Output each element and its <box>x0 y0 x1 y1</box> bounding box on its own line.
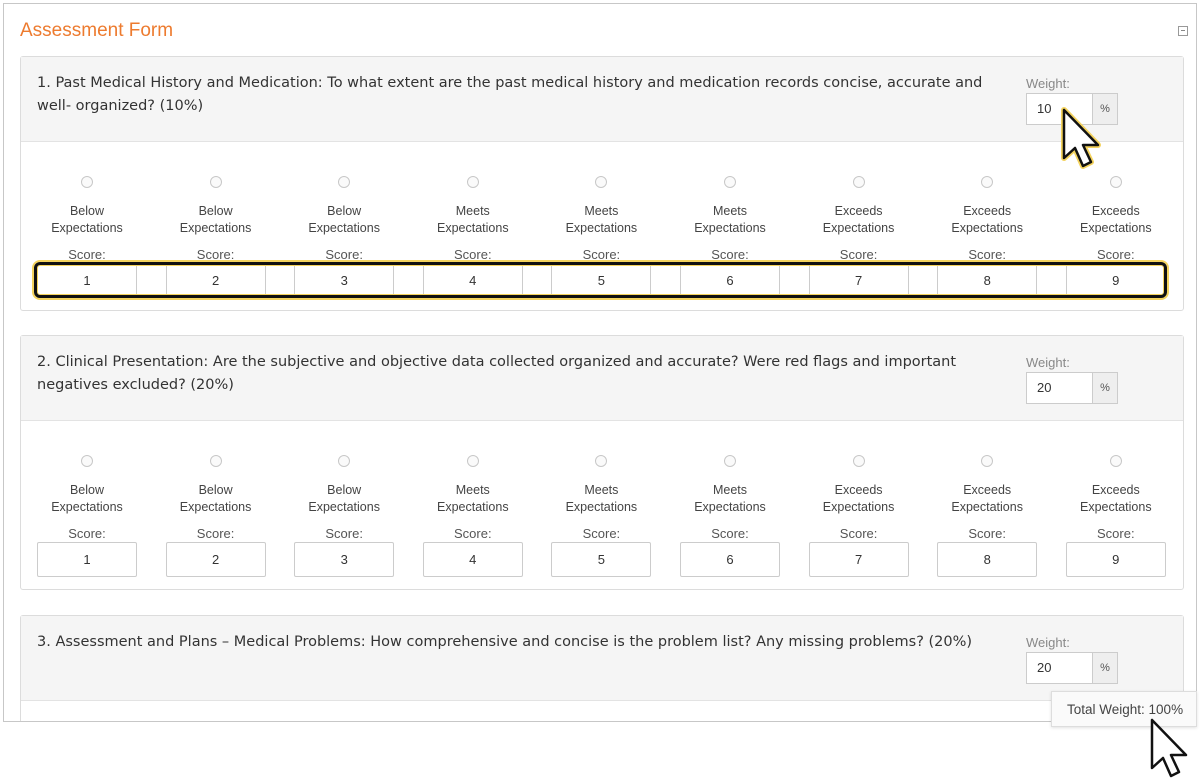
question-header <box>21 57 1183 142</box>
assessment-form-panel <box>3 3 1197 722</box>
score-input[interactable]: 9 <box>1066 542 1166 577</box>
score-radio[interactable] <box>853 455 865 467</box>
level-label: Exceeds Expectations <box>822 483 895 514</box>
score-radio[interactable] <box>81 176 93 188</box>
weight-field <box>1026 372 1118 404</box>
score-option <box>809 142 909 312</box>
score-radio[interactable] <box>724 176 736 188</box>
weight-field <box>1026 652 1118 684</box>
score-input[interactable]: 9 <box>1066 263 1166 298</box>
score-option <box>809 421 909 591</box>
score-label: Score: <box>968 247 1006 262</box>
mouse-cursor-icon <box>1148 716 1194 780</box>
score-option <box>294 142 394 312</box>
score-label: Score: <box>325 526 363 541</box>
weight-input[interactable]: 20 <box>1026 652 1092 684</box>
score-label: Score: <box>68 526 106 541</box>
score-option <box>294 421 394 591</box>
question-card-3 <box>20 615 1184 722</box>
score-input[interactable]: 8 <box>937 263 1037 298</box>
score-options <box>21 142 1183 312</box>
score-radio[interactable] <box>595 455 607 467</box>
score-input[interactable]: 8 <box>937 542 1037 577</box>
score-radio[interactable] <box>1110 455 1122 467</box>
percent-addon: % <box>1092 93 1118 125</box>
question-header <box>21 336 1183 421</box>
score-option <box>680 421 780 591</box>
score-option <box>37 142 137 312</box>
weight-input[interactable]: 10 <box>1026 93 1092 125</box>
score-radio[interactable] <box>853 176 865 188</box>
score-label: Score: <box>839 247 878 262</box>
score-label: Score: <box>68 247 106 262</box>
score-input[interactable]: 7 <box>809 263 909 298</box>
score-radio[interactable] <box>338 455 350 467</box>
score-input[interactable]: 3 <box>294 263 394 298</box>
weight-label: Weight: <box>1026 635 1070 650</box>
question-text: 2. Clinical Presentation: Are the subjective and objective data collected organized and accurate? Were red flags and important negatives excluded? (20%) <box>37 354 957 393</box>
score-label: Score: <box>968 526 1006 541</box>
question-text: 3. Assessment and Plans – Medical Problems: How comprehensive and concise is the problem list? Any missing problems? (20%) <box>37 634 973 650</box>
score-label: Score: <box>711 526 749 541</box>
score-input[interactable]: 4 <box>423 263 523 298</box>
level-label: Exceeds Expectations <box>1080 204 1152 235</box>
score-label: Score: <box>582 247 621 262</box>
score-radio[interactable] <box>467 176 479 188</box>
level-label: Below Expectations <box>308 204 380 235</box>
score-input[interactable]: 6 <box>680 542 780 577</box>
percent-addon: % <box>1092 652 1118 684</box>
score-input[interactable]: 3 <box>294 542 394 577</box>
score-input[interactable]: 4 <box>423 542 523 577</box>
question-card-1 <box>20 56 1184 311</box>
score-radio[interactable] <box>467 455 479 467</box>
question-text: 1. Past Medical History and Medication: To what extent are the past medical history and medication records concise, accurate and well- organized? (10%) <box>37 75 983 114</box>
level-label: Below Expectations <box>51 204 123 235</box>
level-label: Meets Expectations <box>694 204 766 235</box>
score-option <box>937 421 1037 591</box>
form-title: Assessment Form <box>20 20 174 41</box>
level-label: Below Expectations <box>51 483 123 514</box>
score-radio[interactable] <box>81 455 93 467</box>
score-input[interactable]: 5 <box>551 263 651 298</box>
level-label: Exceeds Expectations <box>1080 483 1152 514</box>
score-label: Score: <box>454 526 492 541</box>
question-header <box>21 616 1183 701</box>
score-label: Score: <box>196 247 235 262</box>
score-option <box>423 421 523 591</box>
mouse-cursor-icon <box>1060 106 1108 172</box>
score-radio[interactable] <box>210 176 222 188</box>
score-radio[interactable] <box>595 176 607 188</box>
weight-label: Weight: <box>1026 76 1070 91</box>
score-label: Score: <box>325 247 363 262</box>
score-option <box>1066 421 1166 591</box>
score-radio[interactable] <box>981 455 993 467</box>
score-input[interactable]: 7 <box>809 542 909 577</box>
level-label: Exceeds Expectations <box>822 204 895 235</box>
level-label: Exceeds Expectations <box>951 483 1023 514</box>
score-option <box>551 142 651 312</box>
score-label: Score: <box>1097 526 1135 541</box>
level-label: Below Expectations <box>179 204 252 235</box>
score-option <box>680 142 780 312</box>
score-radio[interactable] <box>210 455 222 467</box>
score-label: Score: <box>196 526 235 541</box>
question-card-2 <box>20 335 1184 590</box>
score-label: Score: <box>582 526 621 541</box>
score-option <box>37 421 137 591</box>
score-label: Score: <box>711 247 749 262</box>
level-label: Below Expectations <box>308 483 380 514</box>
score-radio[interactable] <box>724 455 736 467</box>
score-input[interactable]: 5 <box>551 542 651 577</box>
score-input[interactable]: 1 <box>37 542 137 577</box>
score-option <box>937 142 1037 312</box>
level-label: Meets Expectations <box>565 483 638 514</box>
score-option <box>423 142 523 312</box>
score-option <box>166 421 266 591</box>
score-radio[interactable] <box>1110 176 1122 188</box>
score-option <box>166 142 266 312</box>
score-label: Score: <box>1097 247 1135 262</box>
score-radio[interactable] <box>981 176 993 188</box>
score-option <box>551 421 651 591</box>
score-label: Score: <box>839 526 878 541</box>
score-input[interactable]: 1 <box>37 263 137 298</box>
level-label: Meets Expectations <box>437 204 509 235</box>
collapse-icon[interactable] <box>1178 26 1188 36</box>
level-label: Exceeds Expectations <box>951 204 1023 235</box>
score-input[interactable]: 6 <box>680 263 780 298</box>
weight-input[interactable]: 20 <box>1026 372 1092 404</box>
score-label: Score: <box>454 247 492 262</box>
score-input[interactable]: 2 <box>166 263 266 298</box>
score-options <box>21 421 1183 591</box>
percent-addon: % <box>1092 372 1118 404</box>
level-label: Meets Expectations <box>565 204 638 235</box>
level-label: Below Expectations <box>179 483 252 514</box>
level-label: Meets Expectations <box>694 483 766 514</box>
level-label: Meets Expectations <box>437 483 509 514</box>
weight-label: Weight: <box>1026 355 1070 370</box>
score-input[interactable]: 2 <box>166 542 266 577</box>
total-weight-tooltip: Total Weight: 100% <box>1051 691 1197 727</box>
score-radio[interactable] <box>338 176 350 188</box>
